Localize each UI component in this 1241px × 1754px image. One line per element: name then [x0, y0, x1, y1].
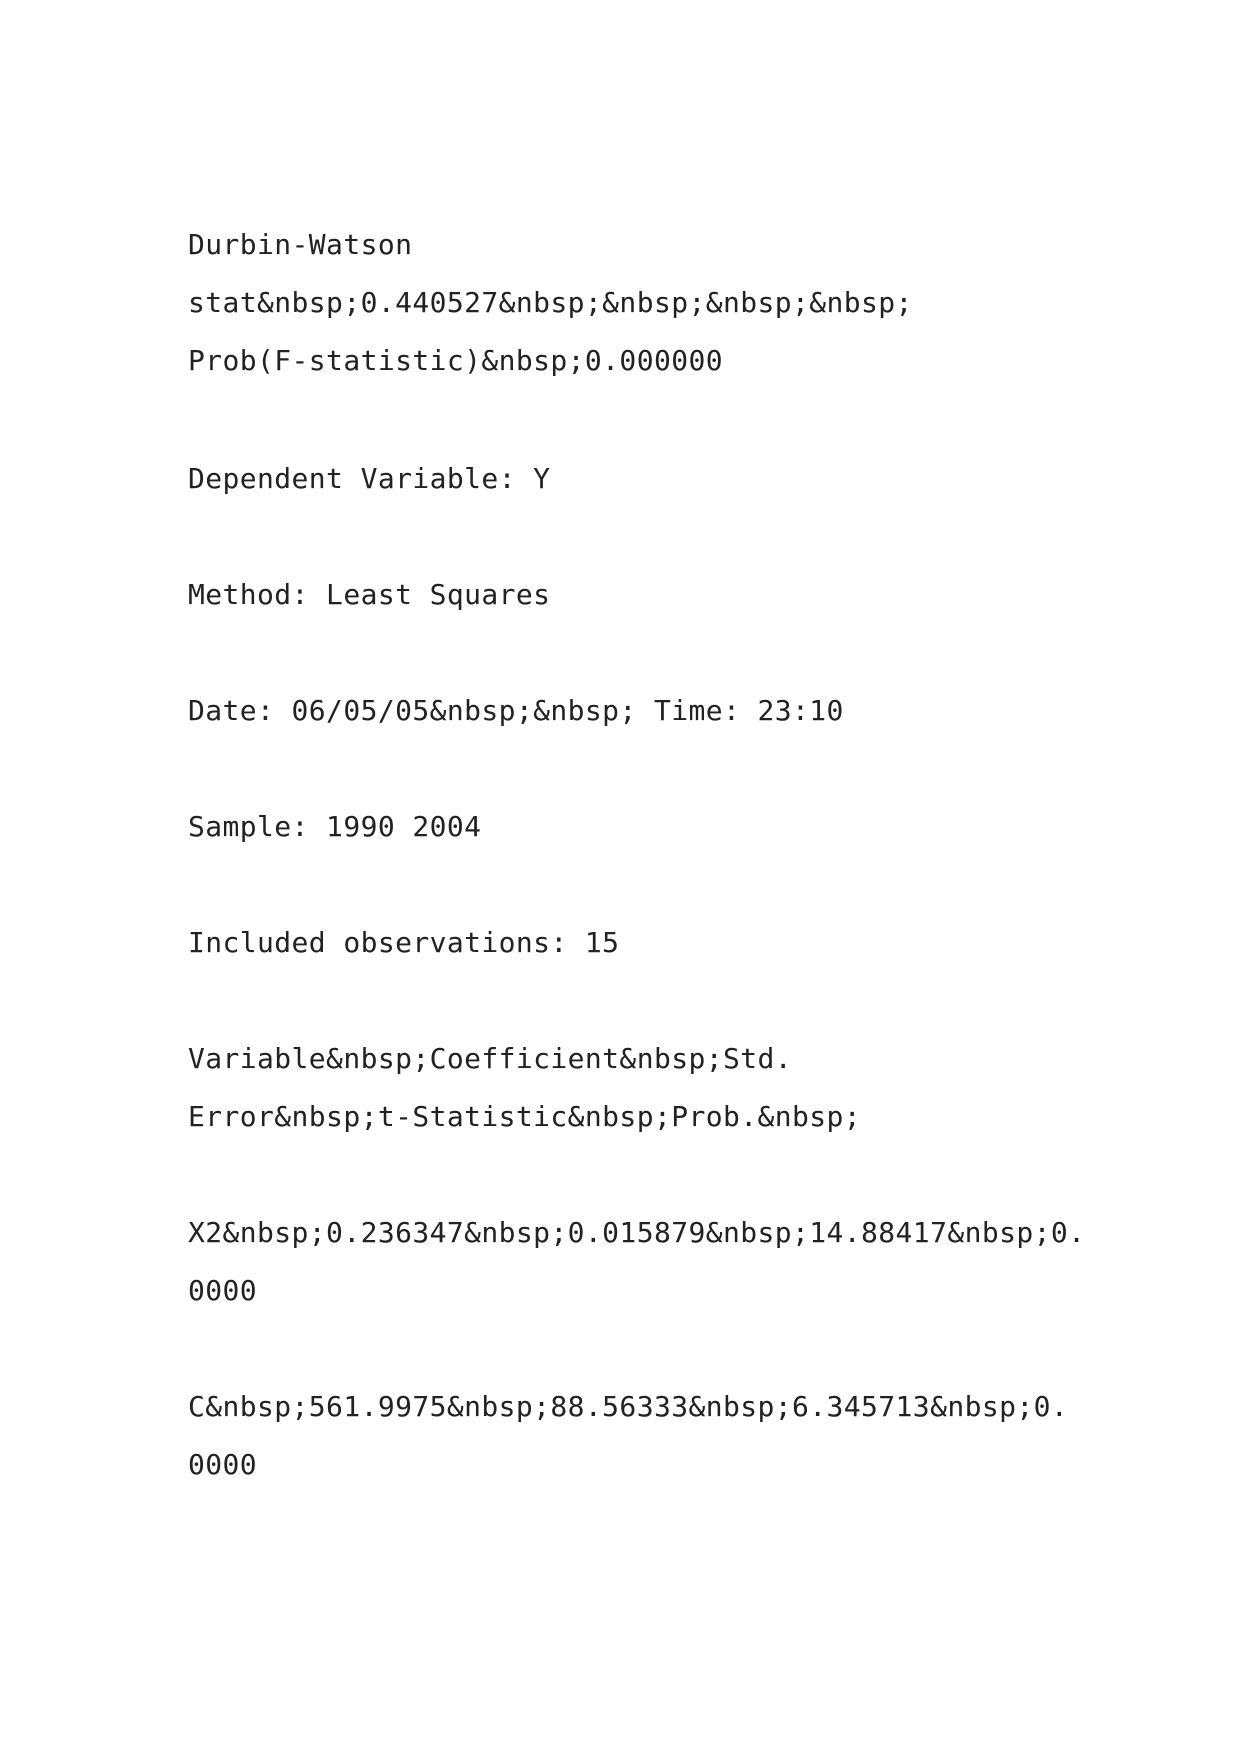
- row-c-paragraph: [188, 1378, 1068, 1494]
- table-header-line-2: Error&nbsp;t-Statistic&nbsp;Prob.&nbsp;: [188, 1100, 862, 1133]
- dependent-variable-paragraph: [188, 450, 1068, 508]
- prob-f-statistic: Prob(F-statistic)&nbsp;0.000000: [188, 344, 723, 377]
- dependent-variable-text: Dependent Variable: Y: [188, 462, 551, 495]
- method-paragraph: [188, 566, 1068, 624]
- date-time-text: Date: 06/05/05&nbsp;&nbsp; Time: 23:10: [188, 694, 844, 727]
- included-observations-paragraph: [188, 914, 1068, 972]
- durbin-watson-stat: stat&nbsp;0.440527&nbsp;&nbsp;&nbsp;&nbsp;: [188, 286, 913, 319]
- row-x2-line-1: X2&nbsp;0.236347&nbsp;0.015879&nbsp;14.88417&nbsp;0.: [188, 1216, 1086, 1249]
- row-x2-line-2: 0000: [188, 1274, 258, 1307]
- durbin-watson-paragraph: [188, 216, 1068, 390]
- sample-text: Sample: 1990 2004: [188, 810, 482, 843]
- sample-paragraph: [188, 798, 1068, 856]
- table-header-paragraph: [188, 1030, 1068, 1146]
- table-header-line-1: Variable&nbsp;Coefficient&nbsp;Std.: [188, 1042, 793, 1075]
- row-x2-paragraph: [188, 1204, 1086, 1320]
- date-time-paragraph: [188, 682, 1068, 740]
- row-c-line-1: C&nbsp;561.9975&nbsp;88.56333&nbsp;6.345713&nbsp;0.: [188, 1390, 1069, 1423]
- included-observations-text: Included observations: 15: [188, 926, 620, 959]
- row-c-line-2: 0000: [188, 1448, 258, 1481]
- method-text: Method: Least Squares: [188, 578, 551, 611]
- durbin-watson-label: Durbin-Watson: [188, 228, 413, 261]
